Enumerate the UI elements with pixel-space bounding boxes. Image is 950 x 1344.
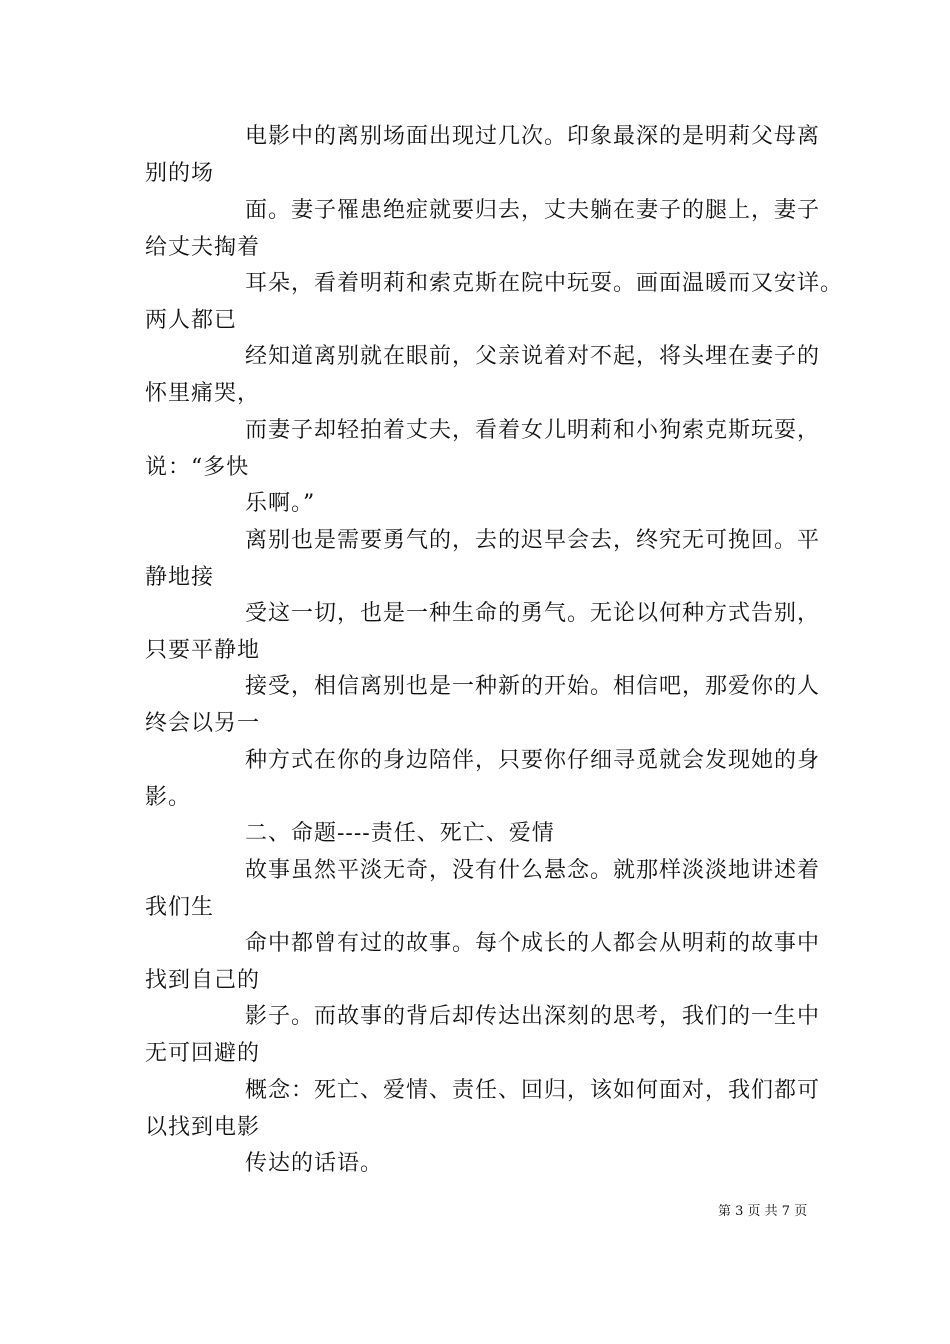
paragraph-line: 两人都已 (145, 308, 238, 333)
paragraph-line: 终会以另一 (145, 711, 261, 736)
paragraph-line: 影子。而故事的背后却传达出深刻的思考，我们的一生中 (245, 1004, 821, 1029)
paragraph-line: 接受，相信离别也是一种新的开始。相信吧，那爱你的人 (245, 674, 821, 699)
paragraph-line: 只要平静地 (145, 638, 261, 663)
paragraph-line: 概念：死亡、爱情、责任、回归，该如何面对，我们都可 (245, 1078, 821, 1103)
paragraph-line: 经知道离别就在眼前，父亲说着对不起，将头埋在妻子的 (245, 344, 821, 369)
paragraph-line: 面。妻子罹患绝症就要归去，丈夫躺在妻子的腿上，妻子 (245, 198, 821, 223)
paragraph-line: 说：“多快 (145, 455, 250, 480)
paragraph-line: 故事虽然平淡无奇，没有什么悬念。就那样淡淡地讲述着 (245, 858, 821, 883)
paragraph-line: 种方式在你的身边陪伴，只要你仔细寻觅就会发现她的身 (245, 748, 821, 773)
page-number-footer: 第 3 页 共 7 页 (718, 1204, 808, 1219)
paragraph-line: 我们生 (145, 895, 215, 920)
paragraph-line: 耳朵，看着明莉和索克斯在院中玩耍。画面温暖而又安详。 (245, 271, 844, 296)
paragraph-line: 传达的话语。 (245, 1151, 384, 1176)
paragraph-line: 影。 (145, 785, 192, 810)
paragraph-line: 离别也是需要勇气的，去的迟早会去，终究无可挽回。平 (245, 528, 821, 553)
paragraph-line: 无可回避的 (145, 1041, 261, 1066)
paragraph-line: 静地接 (145, 565, 215, 590)
paragraph-line: 以找到电影 (145, 1115, 261, 1140)
paragraph-line: 别的场 (145, 161, 215, 186)
paragraph-line: 电影中的离别场面出现过几次。印象最深的是明莉父母离 (245, 124, 821, 149)
paragraph-line: 而妻子却轻拍着丈夫，看着女儿明莉和小狗索克斯玩耍， (245, 418, 821, 443)
paragraph-line: 受这一切，也是一种生命的勇气。无论以何种方式告别， (245, 601, 821, 626)
paragraph-line: 乐啊。” (245, 491, 316, 516)
section-heading: 二、命题----责任、死亡、爱情 (245, 821, 555, 846)
paragraph-line: 命中都曾有过的故事。每个成长的人都会从明莉的故事中 (245, 931, 821, 956)
paragraph-line: 给丈夫掏着 (145, 235, 261, 260)
paragraph-line: 找到自己的 (145, 968, 261, 993)
paragraph-line: 怀里痛哭， (145, 381, 261, 406)
